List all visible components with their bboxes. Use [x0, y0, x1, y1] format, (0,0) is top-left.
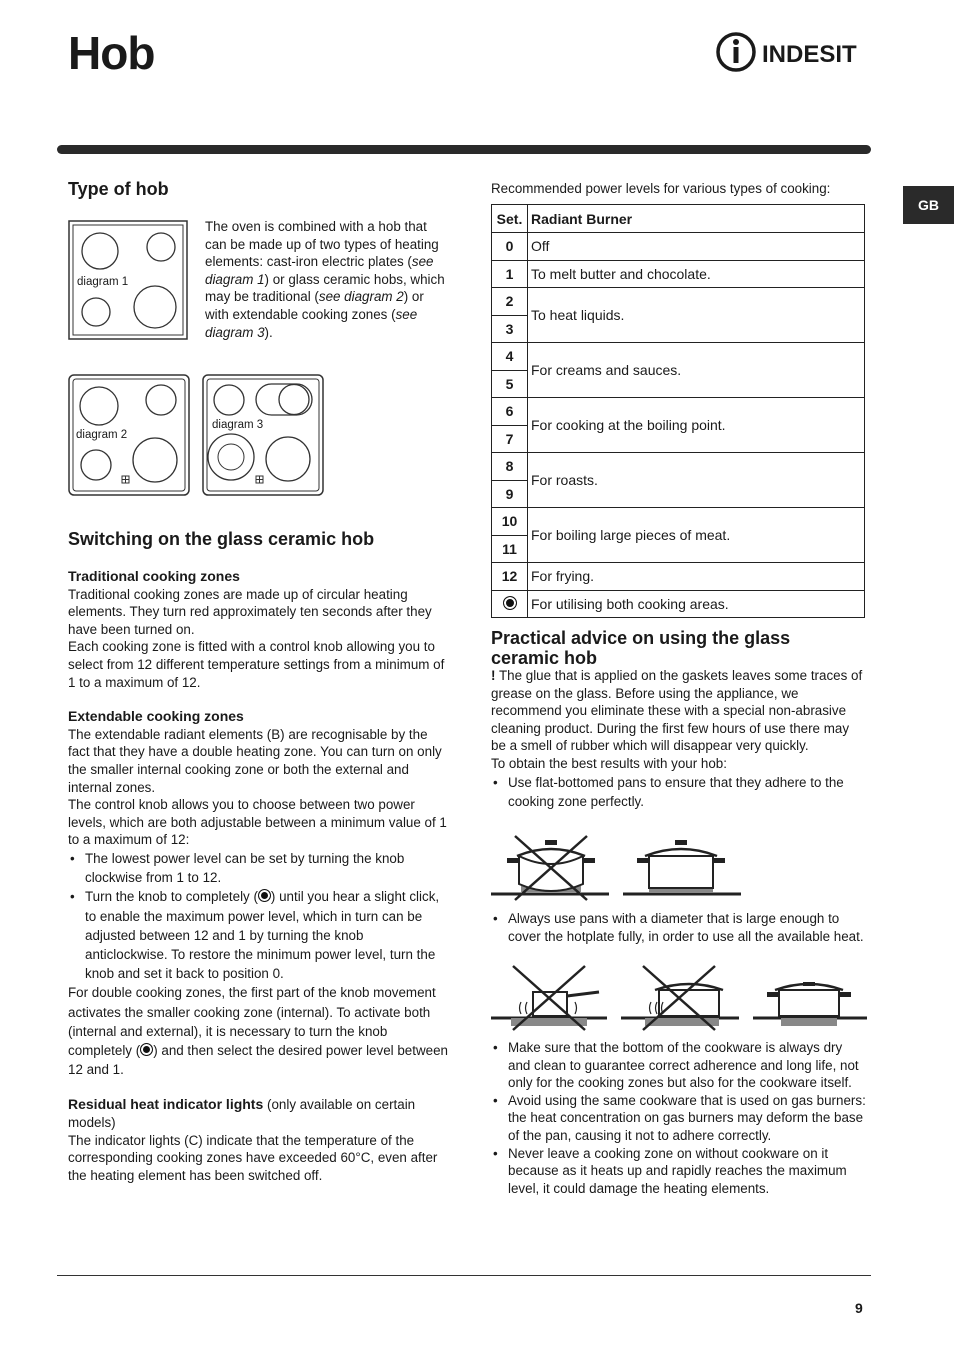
language-badge: GB	[903, 186, 954, 224]
description-cell: For roasts.	[528, 453, 865, 508]
table-caption: Recommended power levels for various types of cooking:	[491, 181, 831, 196]
setting-cell: 9	[492, 480, 528, 508]
advice-list-3-block	[491, 1039, 867, 1197]
double-zone-text-b: ) and then select the desired power level between 12 and 1.	[68, 1042, 448, 1078]
list-item: • Use flat-bottomed pans to ensure that they adhere to the cooking zone perfectly.	[491, 773, 867, 811]
switching-heading: Switching on the glass ceramic hob	[68, 529, 375, 549]
table-row	[492, 343, 865, 371]
diagram-3-label: diagram 3	[212, 419, 264, 431]
description-cell: For frying.	[528, 563, 865, 591]
table-row	[492, 398, 865, 426]
advice-heading: Practical advice on using the glass ceramic hob	[491, 628, 791, 668]
description-cell: To heat liquids.	[528, 288, 865, 343]
setting-cell: 6	[492, 398, 528, 426]
bullet-text: ) until you hear a slight click, to enable the maximum power level, which in turn can be adjusted between 12 and 1 by turning the knob anticlockwise. To restore the minimum power level, turn the knob and set it back to position 0.	[85, 889, 440, 982]
setting-cell: 10	[492, 508, 528, 536]
footer-rule	[57, 1275, 871, 1276]
setting-cell: 2	[492, 288, 528, 316]
intro-text-1: The oven is combined with a hob that can be made up of two types of heating elements: cast-iron electric plates (	[205, 219, 439, 270]
residual-note: (only available on certain models)	[68, 1097, 416, 1130]
setting-cell: 1	[492, 260, 528, 288]
warning-mark: !	[491, 668, 496, 683]
full-power-icon	[503, 596, 517, 610]
diagram-2	[68, 374, 190, 501]
header-rule	[57, 145, 871, 154]
description-cell: For utilising both cooking areas.	[528, 590, 865, 618]
setting-cell: 5	[492, 370, 528, 398]
advice-list-3	[491, 1039, 867, 1197]
description-cell: For creams and sauces.	[528, 343, 865, 398]
extendable-paragraph-2: The control knob allows you to choose between two power levels, which are both adjustable between a minimum value of 1 to a maximum of 12:	[68, 797, 447, 848]
traditional-paragraph-2: Each cooking zone is fitted with a control knob allowing you to select from 12 different temperature settings from a minimum of 1 to a maximum of 12.	[68, 639, 445, 690]
table-row	[492, 508, 865, 536]
advice-list-2	[491, 910, 867, 945]
diagram-2-label: diagram 2	[76, 429, 128, 441]
advice-intro	[491, 667, 867, 811]
intro-see-diagram-2: see diagram 2	[318, 289, 404, 305]
indesit-logo-mark	[716, 30, 876, 78]
intro-text-2: ) or glass ceramic hobs, which may be traditional (	[205, 271, 445, 305]
intro-text-3: ) or with extendable cooking zones (	[205, 289, 424, 322]
logo-text: INDESIT	[762, 41, 857, 68]
diagram-1-label: diagram 1	[77, 276, 129, 288]
double-zone-paragraph	[68, 983, 448, 1079]
bullet-text: The lowest power level can be set by turning the knob clockwise from 1 to 12.	[85, 850, 405, 886]
type-of-hob-intro	[205, 218, 450, 341]
description-cell: To melt butter and chocolate.	[528, 260, 865, 288]
table-row	[492, 233, 865, 261]
description-cell: Off	[528, 233, 865, 261]
setting-cell	[492, 590, 528, 618]
diagram-1	[68, 220, 188, 345]
description-cell: For boiling large pieces of meat.	[528, 508, 865, 563]
switching-section	[68, 568, 448, 1184]
list-item	[68, 849, 448, 887]
flat-bottom-pans-illustration	[491, 832, 751, 907]
list-item: • Avoid using the same cookware that is used on gas burners: the heat concentration on gas burners may deform the base of the pan, causing it not to adhere correctly.	[491, 1092, 867, 1145]
table-header-row	[492, 205, 865, 233]
setting-cell: 12	[492, 563, 528, 591]
list-item: • Make sure that the bottom of the cookware is always dry and clean to guarantee correct adherence and long life, not only for the cooking zones but also for the cookware itself.	[491, 1039, 867, 1092]
double-zone-text-a: For double cooking zones, the first part of the knob movement activates the smaller cooking zone (internal). To activate both (internal and external), it is necessary to turn the knob completely (	[68, 985, 436, 1058]
residual-paragraph: The indicator lights (C) indicate that the temperature of the corresponding cooking zones have exceeded 60°C, even after the heating element has been switched off.	[68, 1132, 438, 1183]
table-row	[492, 288, 865, 316]
advice-paragraph-2: To obtain the best results with your hob:	[491, 755, 727, 771]
advice-paragraph-1	[491, 667, 867, 755]
bullet-text: Turn the knob to completely (	[85, 889, 258, 905]
intro-text-4: ).	[264, 324, 273, 340]
intro-see-diagram-3: see diagram 3	[205, 306, 418, 340]
setting-cell: 4	[492, 343, 528, 371]
intro-see-diagram-1: see diagram 1	[205, 254, 434, 287]
full-power-icon	[140, 1043, 153, 1056]
residual-title: Residual heat indicator lights	[68, 1096, 264, 1113]
page-number: 9	[855, 1300, 863, 1316]
traditional-paragraph-1: Traditional cooking zones are made up of circular heating elements. They turn red approximately ten seconds after they have been turned on.	[68, 586, 432, 637]
table-row	[492, 563, 865, 591]
table-row	[492, 453, 865, 481]
indesit-logo	[716, 30, 876, 78]
setting-cell: 3	[492, 315, 528, 343]
list-item	[68, 887, 448, 983]
table-row	[492, 260, 865, 288]
advice-list-2-block	[491, 910, 867, 945]
description-cell: For cooking at the boiling point.	[528, 398, 865, 453]
list-item: • Always use pans with a diameter that is large enough to cover the hotplate fully, in order to use all the available heat.	[491, 910, 867, 945]
column-header-burner: Radiant Burner	[528, 205, 865, 233]
table-row	[492, 590, 865, 618]
traditional-title: Traditional cooking zones	[68, 568, 240, 584]
page-title: Hob	[68, 27, 155, 79]
column-header-set: Set.	[492, 205, 528, 233]
residual-heading-line	[68, 1096, 448, 1131]
power-levels-table	[491, 204, 865, 618]
advice-list-1	[491, 773, 867, 811]
advice-text: The glue that is applied on the gaskets leaves some traces of grease on the glass. Before using the appliance, we recommend you eliminate these with a special non-abrasive cleaning product. During the first few hours of use there may be a smell of rubber which will disappear very quickly.	[491, 668, 863, 754]
extendable-list	[68, 849, 448, 983]
type-of-hob-heading: Type of hob	[68, 179, 169, 199]
setting-cell: 8	[492, 453, 528, 481]
full-power-icon	[258, 889, 271, 902]
extendable-title: Extendable cooking zones	[68, 708, 244, 725]
diagram-3	[202, 374, 324, 501]
pan-diameter-illustration	[491, 962, 869, 1039]
extendable-paragraph-1: The extendable radiant elements (B) are recognisable by the fact that they have a double heating zone. You can turn on only the smaller internal cooking zone or both the external and internal zones.	[68, 726, 442, 795]
setting-cell: 0	[492, 233, 528, 261]
setting-cell: 11	[492, 535, 528, 563]
setting-cell: 7	[492, 425, 528, 453]
list-item: • Never leave a cooking zone on without cookware on it because as it heats up and rapidly reaches the maximum level, it could damage the heating elements.	[491, 1145, 867, 1198]
